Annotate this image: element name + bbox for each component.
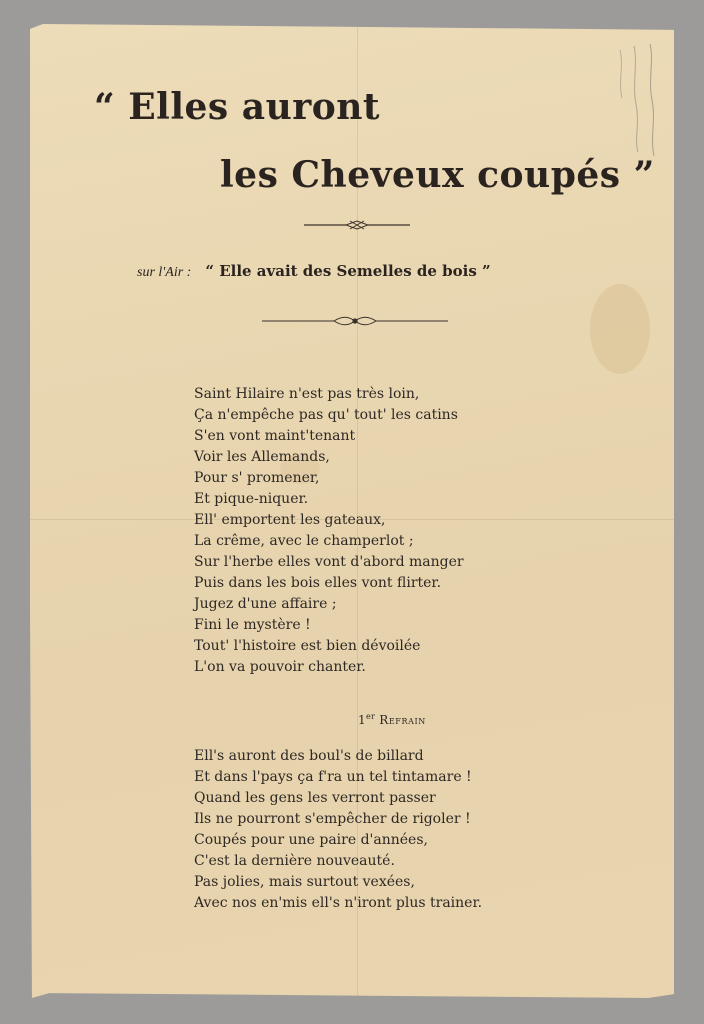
verse-line: Jugez d'une affaire ;: [194, 596, 337, 612]
verse-line: Saint Hilaire n'est pas très loin,: [194, 386, 420, 402]
verse-line: Et pique-niquer.: [194, 491, 309, 507]
refrain-ordinal-suffix: er: [365, 712, 376, 721]
refrain-line: Avec nos en'mis ell's n'iront plus trainer.: [194, 895, 483, 911]
refrain-line: Coupés pour une paire d'années,: [194, 832, 428, 848]
verse-line: Tout' l'histoire est bien dévoilée: [194, 638, 421, 654]
verse-line: Pour s' promener,: [194, 470, 320, 486]
refrain-line: Pas jolies, mais surtout vexées,: [194, 874, 415, 890]
refrain-number: 1: [358, 713, 366, 727]
verse-line: Ell' emportent les gateaux,: [194, 512, 386, 528]
section-divider-ornament: [262, 314, 448, 328]
refrain-1: [194, 746, 482, 914]
verse-line: L'on va pouvoir chanter.: [194, 659, 366, 675]
verse-1: [194, 384, 464, 678]
refrain-heading: [358, 712, 426, 727]
refrain-line: Ell's auront des boul's de billard: [194, 748, 424, 764]
tune-reference: [137, 262, 491, 281]
refrain-label: Refrain: [379, 713, 426, 727]
verse-line: Puis dans les bois elles vont flirter.: [194, 575, 442, 591]
verse-line: Voir les Allemands,: [194, 449, 330, 465]
verse-line: S'en vont maint'tenant: [194, 428, 356, 444]
paper-stain: [590, 284, 650, 374]
refrain-line: Et dans l'pays ça f'ra un tel tintamare !: [194, 769, 472, 785]
song-title-line-2: les Cheveux coupés ”: [220, 154, 655, 196]
refrain-line: Ils ne pourront s'empêcher de rigoler !: [194, 811, 471, 827]
title-divider-ornament: [304, 218, 410, 232]
song-title-line-1: “ Elles auront: [94, 86, 381, 128]
verse-line: Ça n'empêche pas qu' tout' les catins: [194, 407, 458, 423]
pencil-marginalia: [612, 40, 668, 160]
refrain-line: Quand les gens les verront passer: [194, 790, 436, 806]
verse-line: Sur l'herbe elles vont d'abord manger: [194, 554, 464, 570]
verse-line: Fini le mystère !: [194, 617, 311, 633]
refrain-line: C'est la dernière nouveauté.: [194, 853, 395, 869]
verse-line: La crême, avec le champerlot ;: [194, 533, 414, 549]
tune-prefix: sur l'Air :: [137, 265, 192, 280]
tune-title: “ Elle avait des Semelles de bois ”: [205, 262, 491, 280]
